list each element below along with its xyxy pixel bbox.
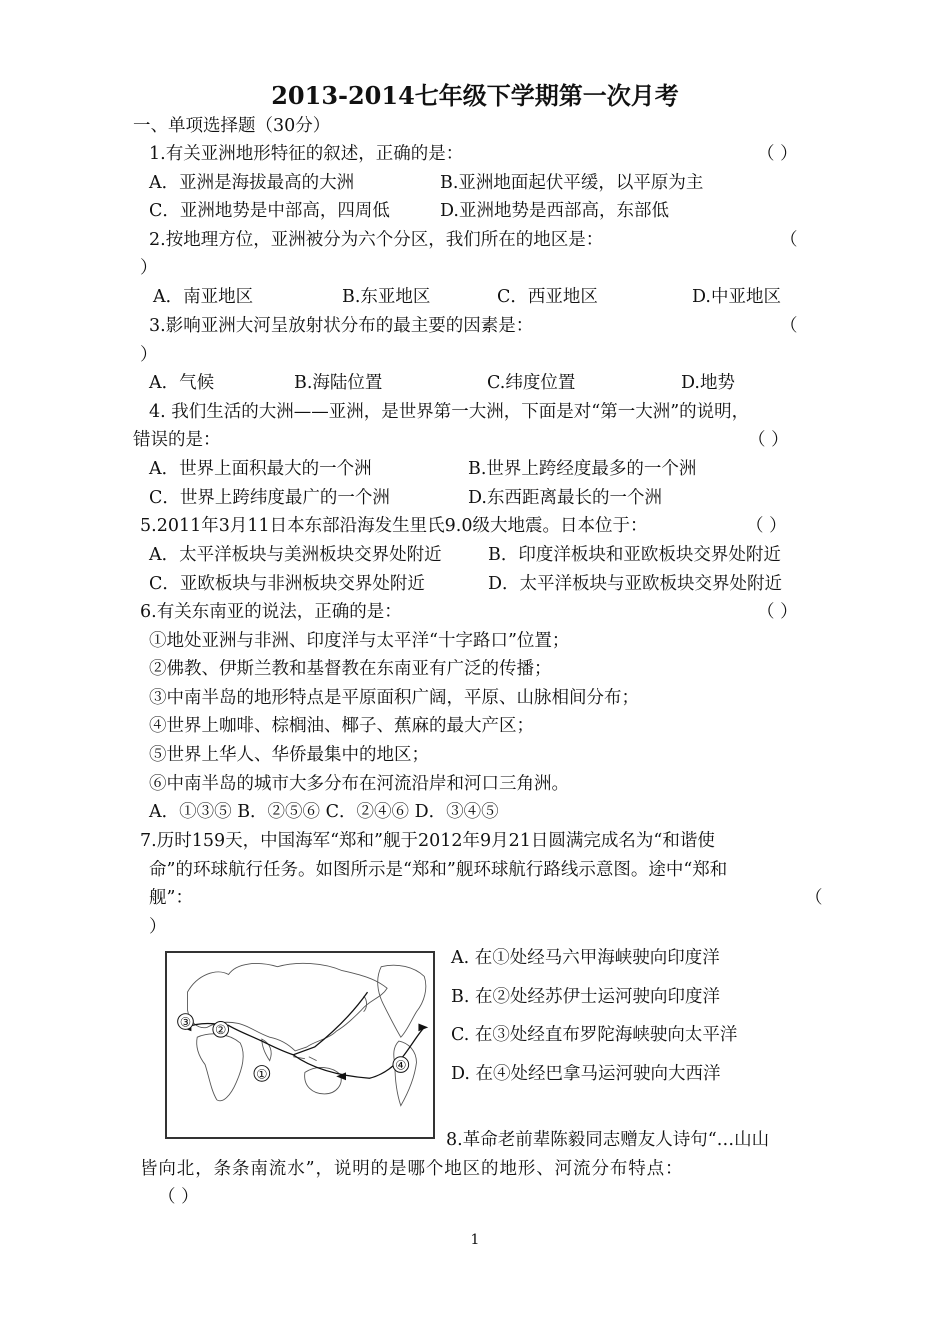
q6-statement-1: ①地处亚洲与非洲、印度洋与太平洋“十字路口”位置； [149, 631, 570, 651]
world-route-map [165, 951, 435, 1139]
q2-option-d: D.中亚地区 [692, 287, 781, 307]
map-marker-4: ④ [395, 1057, 407, 1073]
q4-option-d: D.东西距离最长的一个洲 [468, 488, 662, 508]
q3-paren-close: ） [140, 345, 158, 365]
page-title: 2013-2014七年级下学期第一次月考 [271, 81, 679, 110]
page-number: 1 [470, 1232, 480, 1248]
route-arrow-atlantic [418, 1023, 428, 1031]
q8-stem-line1: 8.革命老前辈陈毅同志赠友人诗句“…山山 [446, 1130, 770, 1150]
q4-option-c: C．世界上跨纬度最广的一个洲 [149, 488, 390, 508]
q6-statement-2: ②佛教、伊斯兰教和基督教在东南亚有广泛的传播； [149, 659, 552, 679]
q5-option-b: B．印度洋板块和亚欧板块交界处附近 [488, 545, 781, 565]
africa-outline [197, 1034, 243, 1101]
q4-stem-line2: 错误的是： [133, 430, 221, 450]
q2-paren-close: ） [140, 258, 158, 278]
q6-answer-paren: （ ） [757, 602, 798, 622]
q1-option-c: C．亚洲地势是中部高，四周低 [149, 201, 390, 221]
q1-option-a: A．亚洲是海拔最高的大洲 [149, 173, 355, 193]
q6-statement-3: ③中南半岛的地形特点是平原面积广阔，平原、山脉相间分布； [149, 688, 639, 708]
section-heading: 一、单项选择题（30分） [133, 116, 331, 136]
q2-option-a: A．南亚地区 [153, 287, 254, 307]
q6-statement-5: ⑤世界上华人、华侨最集中的地区； [149, 745, 429, 765]
q5-option-a: A．太平洋板块与美洲板块交界处附近 [149, 545, 442, 565]
q4-answer-paren: （ ） [748, 430, 789, 450]
q8-answer-paren: （ ） [158, 1187, 199, 1207]
q4-stem-line1: 4. 我们生活的大洲——亚洲，是世界第一大洲，下面是对“第一大洲”的说明， [149, 402, 750, 422]
eurasia-outline [187, 963, 387, 1051]
q1-option-d: D.亚洲地势是西部高，东部低 [440, 201, 669, 221]
q8-stem-line2: 皆向北，条条南流水”，说明的是哪个地区的地形、河流分布特点： [140, 1159, 684, 1179]
q7-paren-close: ） [149, 917, 167, 937]
q7-paren-open: （ [805, 888, 823, 908]
q3-option-a: A．气候 [149, 373, 215, 393]
q5-answer-paren: （ ） [746, 516, 787, 536]
australia-outline [305, 1067, 342, 1094]
q2-stem: 2.按地理方位，亚洲被分为六个分区，我们所在的地区是： [149, 230, 604, 250]
q4-option-b: B.世界上跨经度最多的一个洲 [468, 459, 697, 479]
q3-option-b: B.海陆位置 [294, 373, 383, 393]
q3-paren-open: （ [780, 316, 798, 336]
q4-option-a: A．世界上面积最大的一个洲 [149, 459, 372, 479]
q6-options: A．①③⑤ B．②⑤⑥ C．②④⑥ D．③④⑤ [149, 802, 499, 822]
q5-option-c: C．亚欧板块与非洲板块交界处附近 [149, 574, 425, 594]
q7-option-a: A. 在①处经马六甲海峡驶向印度洋 [451, 948, 720, 968]
q7-stem-line3: 舰”： [149, 888, 193, 908]
map-marker-3: ③ [179, 1014, 192, 1030]
q6-stem: 6.有关东南亚的说法，正确的是： [140, 602, 402, 622]
q1-stem: 1.有关亚洲地形特征的叙述，正确的是： [149, 144, 464, 164]
q2-option-c: C．西亚地区 [497, 287, 598, 307]
q5-option-d: D．太平洋板块与亚欧板块交界处附近 [488, 574, 783, 594]
q1-option-b: B.亚洲地面起伏平缓，以平原为主 [440, 173, 704, 193]
q7-option-b: B. 在②处经苏伊士运河驶向印度洋 [451, 987, 720, 1007]
q3-stem: 3.影响亚洲大河呈放射状分布的最主要的因素是： [149, 316, 534, 336]
q6-statement-4: ④世界上咖啡、棕榈油、椰子、蕉麻的最大产区； [149, 716, 534, 736]
q6-statement-6: ⑥中南半岛的城市大多分布在河流沿岸和河口三角洲。 [149, 774, 569, 794]
q7-option-c: C. 在③处经直布罗陀海峡驶向太平洋 [451, 1025, 738, 1045]
map-marker-2: ② [215, 1022, 227, 1038]
q5-stem: 5.2011年3月11日本东部沿海发生里氏9.0级大地震。日本位于： [140, 516, 648, 536]
q2-paren-open: （ [780, 230, 798, 250]
q2-option-b: B.东亚地区 [342, 287, 431, 307]
q7-stem-line1: 7.历时159天，中国海军“郑和”舰于2012年9月21日圆满完成名为“和谐使 [140, 831, 715, 851]
map-marker-1: ① [256, 1066, 268, 1082]
q7-option-d: D. 在④处经巴拿马运河驶向大西洋 [451, 1064, 721, 1084]
q7-stem-line2: 命”的环球航行任务。如图所示是“郑和”舰环球航行路线示意图。途中“郑和 [149, 860, 728, 880]
japan-outline [364, 996, 367, 1012]
south-america-outline [394, 1041, 417, 1106]
q3-option-c: C.纬度位置 [487, 373, 576, 393]
q3-option-d: D.地势 [681, 373, 735, 393]
q1-answer-paren: （ ） [757, 144, 798, 164]
